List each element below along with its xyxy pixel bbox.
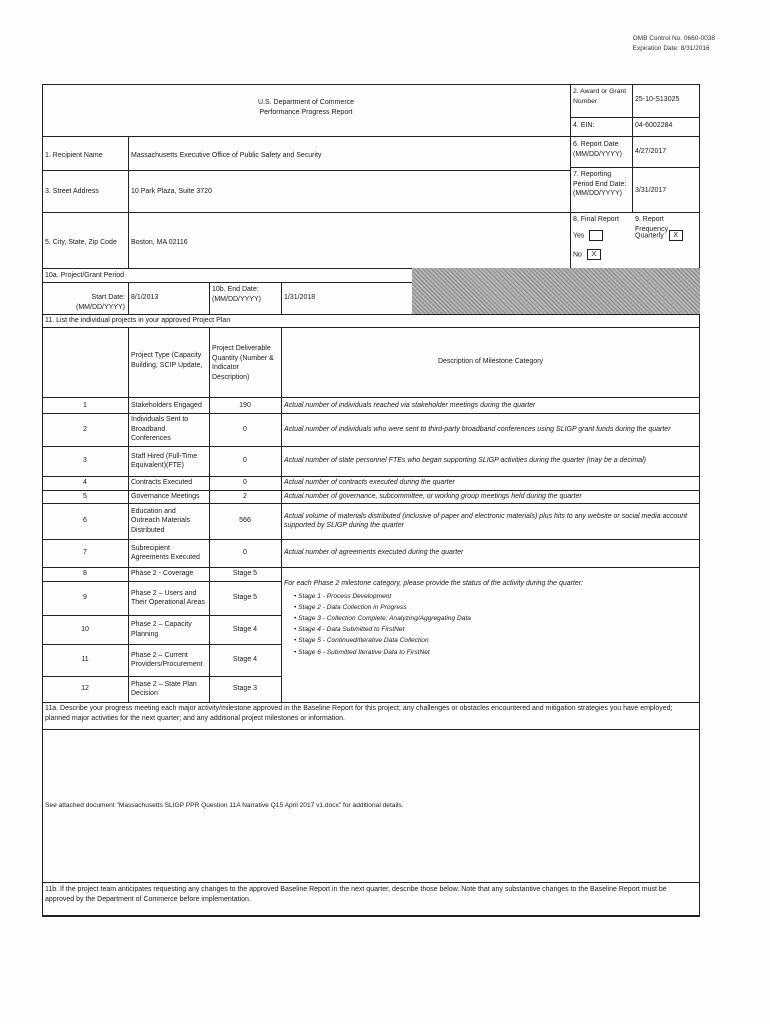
row-description: Actual number of state personnel FTEs who began supporting SLIGP activities during the quarter (may be a decimal) [284,457,646,465]
row-quantity: 190 [239,401,251,409]
report-frequency-value: Quarterly [635,232,664,240]
row-project-type: Phase 2 - Coverage [131,570,194,578]
row-description: Actual number of individuals reached via stakeholder meetings during the quarter [284,401,536,409]
row-project-type: Phase 2 – Capacity Planning [131,621,192,638]
street-address-value: 10 Park Plaza, Suite 3720 [131,188,212,195]
row-quantity: Stage 5 [232,594,258,602]
row-quantity: 0 [243,479,247,487]
row-project-type: Governance Meetings [131,492,200,500]
row-number: 12 [81,685,89,693]
start-date-label: Start Date: (MM/DD/YYYY) [76,294,125,311]
report-name: Performance Progress Report [259,108,353,116]
row-quantity: Stage 4 [232,625,258,633]
shaded-area [412,268,700,314]
final-yes-checkbox[interactable] [589,230,603,241]
department-name: U.S. Department of Commerce [257,99,355,106]
street-address-label: 3. Street Address [45,188,99,195]
recipient-name-value: Massachusetts Executive Office of Public Safety and Security [131,152,322,159]
row-number: 11 [81,656,89,664]
row-number: 7 [83,549,87,557]
row-description: Actual number of governance, subcommittee, or working group meetings held during the quarter [284,492,582,500]
final-yes-label: Yes [573,232,585,240]
row-quantity: Stage 4 [232,656,258,664]
final-report-label: 8. Final Report [573,216,619,223]
row-description: Actual number of agreements executed during the quarter [284,549,464,557]
row-project-type: Individuals Sent to Broadband Conferences [131,416,189,443]
question-11b-label: 11b. If the project team anticipates requesting any changes to the approved Baseline Report in the next quarter, describe those below. Note that any substantive changes to the Baseline Report must be approved by the Department of Commerce before implementation. [45,886,667,903]
recipient-name-label: 1. Recipient Name [45,152,103,159]
stage-item: • Stage 1 - Process Development [294,591,697,602]
row-description: Actual number of individuals who were sent to third-party broadband conferences using SLIGP grant funds during the quarter [284,425,671,433]
form-title [42,84,570,144]
phase2-description [281,578,700,702]
row-quantity: Stage 5 [232,570,258,578]
phase2-intro: For each Phase 2 milestone category, please provide the status of the activity during the quarter: [284,580,584,587]
report-frequency-checkbox[interactable]: X [669,230,683,241]
row-number: 8 [83,570,87,578]
reporting-period-end-label: 7. Reporting Period End Date: (MM/DD/YYYY) [573,171,627,197]
final-report-no [570,248,632,262]
final-report-yes [570,229,632,243]
row-number: 3 [83,457,87,465]
row-quantity: 0 [243,457,247,465]
stage-list [284,591,697,658]
question-11a-answer[interactable]: See attached document "Massachusetts SLIGP PPR Question 11A Narrative Q15 April 2017 v1.docx" for additional details. [45,802,404,809]
ein-label: 4. EIN: [573,122,595,129]
stage-item: • Stage 5 - Continued/Iterative Data Collection [294,635,697,646]
row-number: 1 [83,401,87,409]
city-state-zip-value: Boston, MA 02116 [131,239,188,246]
row-project-type: Phase 2 – Current Providers/Procurement [131,651,203,668]
row-project-type: Phase 2 – State Plan Decision [131,680,197,697]
question-11a-label: 11a. Describe your progress meeting each major activity/milestone approved in the Baseline Report for this project; any challenges or obstacles encountered and mitigation strategies you have employed; planned major activities for the next quarter; and any additional project milestones or information. [45,705,673,722]
ein-value: 04-6002284 [635,122,673,129]
row-description: Actual number of contracts executed during the quarter [284,479,455,487]
row-project-type: Staff Hired (Full-Time Equivalent)(FTE) [131,452,198,469]
project-period-label: 10a. Project/Grant Period [45,272,124,279]
row-number: 9 [83,594,87,602]
final-no-checkbox[interactable]: X [587,249,601,260]
column-deliverable-quantity: Project Deliverable Quantity (Number & Indicator Description) [212,345,274,381]
end-date-value: 1/31/2018 [284,294,316,301]
omb-info [633,34,715,54]
projects-section-title: 11. List the individual projects in your approved Project Plan [45,317,231,324]
stage-item: • Stage 4 - Data Submitted to FirstNet [294,624,697,635]
end-date-label: 10b. End Date: (MM/DD/YYYY) [212,286,261,303]
row-quantity: Stage 3 [232,685,258,693]
row-number: 10 [81,625,89,633]
report-frequency-label: 9. Report Frequency [635,216,669,233]
row-quantity: 0 [243,425,247,433]
report-frequency [632,229,700,243]
row-project-type: Education and Outreach Materials Distributed [131,507,191,534]
city-state-zip-label: 5. City, State, Zip Code [45,239,117,246]
row-number: 4 [83,479,87,487]
stage-item: • Stage 3 - Collection Complete; Analyzing/Aggregating Data [294,613,697,624]
row-project-type: Stakeholders Engaged [131,401,202,409]
column-project-type: Project Type (Capacity Building, SCIP Update, [131,352,203,369]
row-number: 6 [83,517,87,525]
stage-item: • Stage 2 - Data Collection in Progress [294,602,697,613]
row-quantity: 0 [243,549,247,557]
row-number: 2 [83,425,87,433]
row-quantity: 566 [239,517,251,525]
row-project-type: Contracts Executed [131,479,193,487]
row-number: 5 [83,492,87,500]
report-date-value: 4/27/2017 [635,148,667,155]
reporting-period-end-value: 3/31/2017 [635,187,667,194]
row-project-type: Phase 2 – Users and Their Operational Areas [131,589,205,606]
award-number-label: 2. Award or Grant Number: [573,88,627,105]
omb-expiration: Expiration Date: 8/31/2016 [632,45,710,52]
row-project-type: Subrecipient Agreements Executed [131,544,200,561]
column-milestone-description: Description of Milestone Category [437,358,544,365]
report-date-label: 6. Report Date (MM/DD/YYYY) [573,141,622,158]
row-description: Actual volume of materials distributed (inclusive of paper and electronic materials) plus hits to any website or social media account supported by SLIGP during the quarter [284,512,688,529]
start-date-value: 8/1/2013 [131,294,159,301]
final-no-label: No [573,251,582,259]
award-number-value: 25-10-S13025 [635,96,680,103]
row-quantity: 2 [243,492,247,500]
omb-control-number: OMB Control No. 0660-0038 [632,35,715,42]
stage-item: • Stage 6 - Submitted Iterative Data to FirstNet [294,647,697,658]
